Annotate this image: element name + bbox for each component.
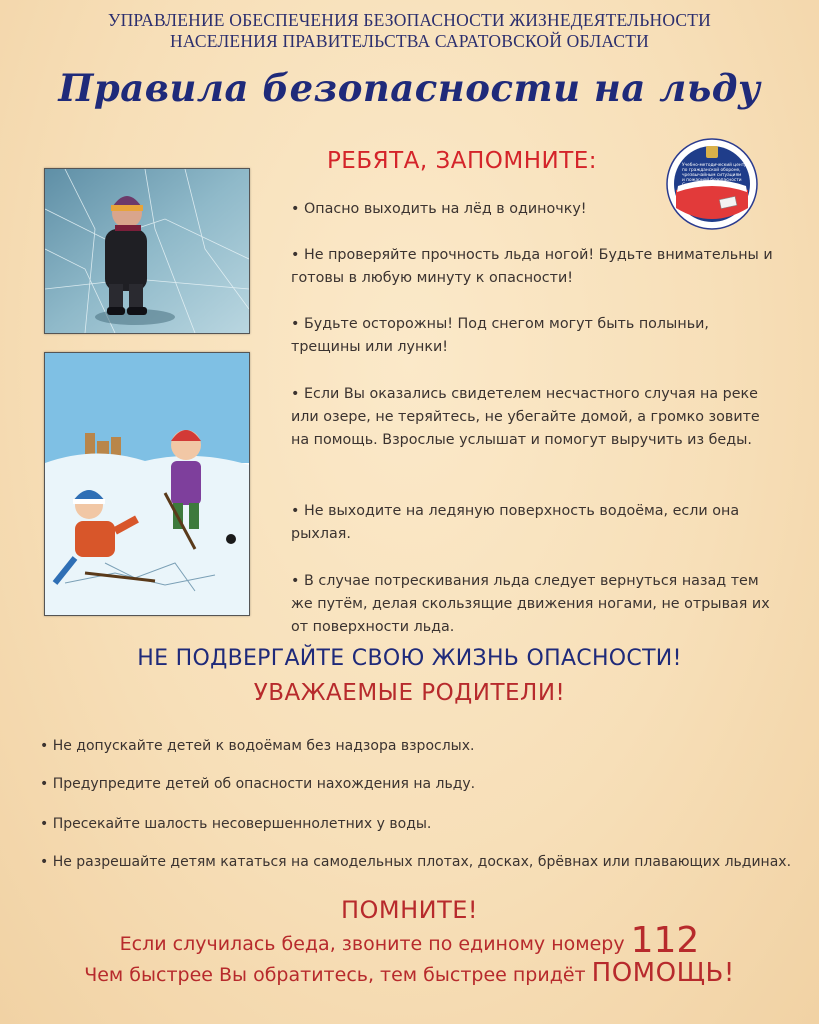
- call-text: Если случилась беда, звоните по единому номеру: [119, 933, 625, 955]
- emergency-number: 112: [630, 920, 700, 961]
- parents-rule-2: • Предупредите детей об опасности нахождения на льду.: [40, 776, 476, 792]
- emblem-text-1: Учебно-методический центр: [682, 163, 747, 168]
- help-word: ПОМОЩЬ!: [591, 958, 735, 988]
- kids-rule-5: • Не выходите на ледяную поверхность водоёма, если она рыхлая.: [291, 503, 740, 542]
- kids-rule-6: • В случае потрескивания льда следует вернуться назад тем же путём, делая скользящие движения ногами, не отрывая их от поверхности льда.: [291, 573, 770, 635]
- kids-rule-3: • Будьте осторожны! Под снегом могут быть полыньи, трещины или лунки!: [291, 316, 709, 355]
- header-line-2: НАСЕЛЕНИЯ ПРАВИТЕЛЬСТВА САРАТОВСКОЙ ОБЛАСТИ: [170, 31, 649, 51]
- kids-rule-4: • Если Вы оказались свидетелем несчастного случая на реке или озере, не теряйтесь, не убегайте домой, а громко зовите на помощь. Взрослые услышат и помогут выручить из беды.: [291, 386, 760, 448]
- kids-heading: РЕБЯТА, ЗАПОМНИТЕ:: [326, 148, 598, 174]
- faster-help-line: [0, 958, 819, 988]
- emblem-text-5: Саратовской области: [682, 183, 731, 188]
- emergency-call-line: [0, 920, 819, 961]
- faster-text: Чем быстрее Вы обратитесь, тем быстрее придёт: [84, 964, 586, 986]
- parents-rule-3: • Пресекайте шалость несовершеннолетних у воды.: [40, 816, 432, 832]
- parents-rule-1: • Не допускайте детей к водоёмам без надзора взрослых.: [40, 738, 475, 754]
- kids-rule-1: • Опасно выходить на лёд в одиночку!: [291, 201, 587, 217]
- page-title: Правила безопасности на льду: [58, 66, 761, 110]
- child-on-ice-photo: [44, 168, 250, 334]
- emblem-text-4: и пожарной безопасности: [682, 178, 742, 183]
- remember-heading: ПОМНИТЕ!: [340, 896, 479, 924]
- emblem-text-2: по гражданской обороне,: [682, 168, 741, 173]
- parents-rule-4: • Не разрешайте детям кататься на самодельных плотах, досках, брёвнах или плавающих льдинах.: [40, 854, 792, 870]
- parents-heading: УВАЖАЕМЫЕ РОДИТЕЛИ!: [253, 680, 566, 706]
- ice-accident-illustration: [44, 352, 250, 616]
- emblem-text-3: чрезвычайным ситуациям: [682, 173, 742, 178]
- warning-heading: НЕ ПОДВЕРГАЙТЕ СВОЮ ЖИЗНЬ ОПАСНОСТИ!: [137, 646, 682, 671]
- kids-rule-2: • Не проверяйте прочность льда ногой! Будьте внимательны и готовы в любую минуту к опасности!: [291, 247, 773, 286]
- header: [0, 10, 819, 52]
- header-line-1: УПРАВЛЕНИЕ ОБЕСПЕЧЕНИЯ БЕЗОПАСНОСТИ ЖИЗНЕДЕЯТЕЛЬНОСТИ: [108, 10, 711, 30]
